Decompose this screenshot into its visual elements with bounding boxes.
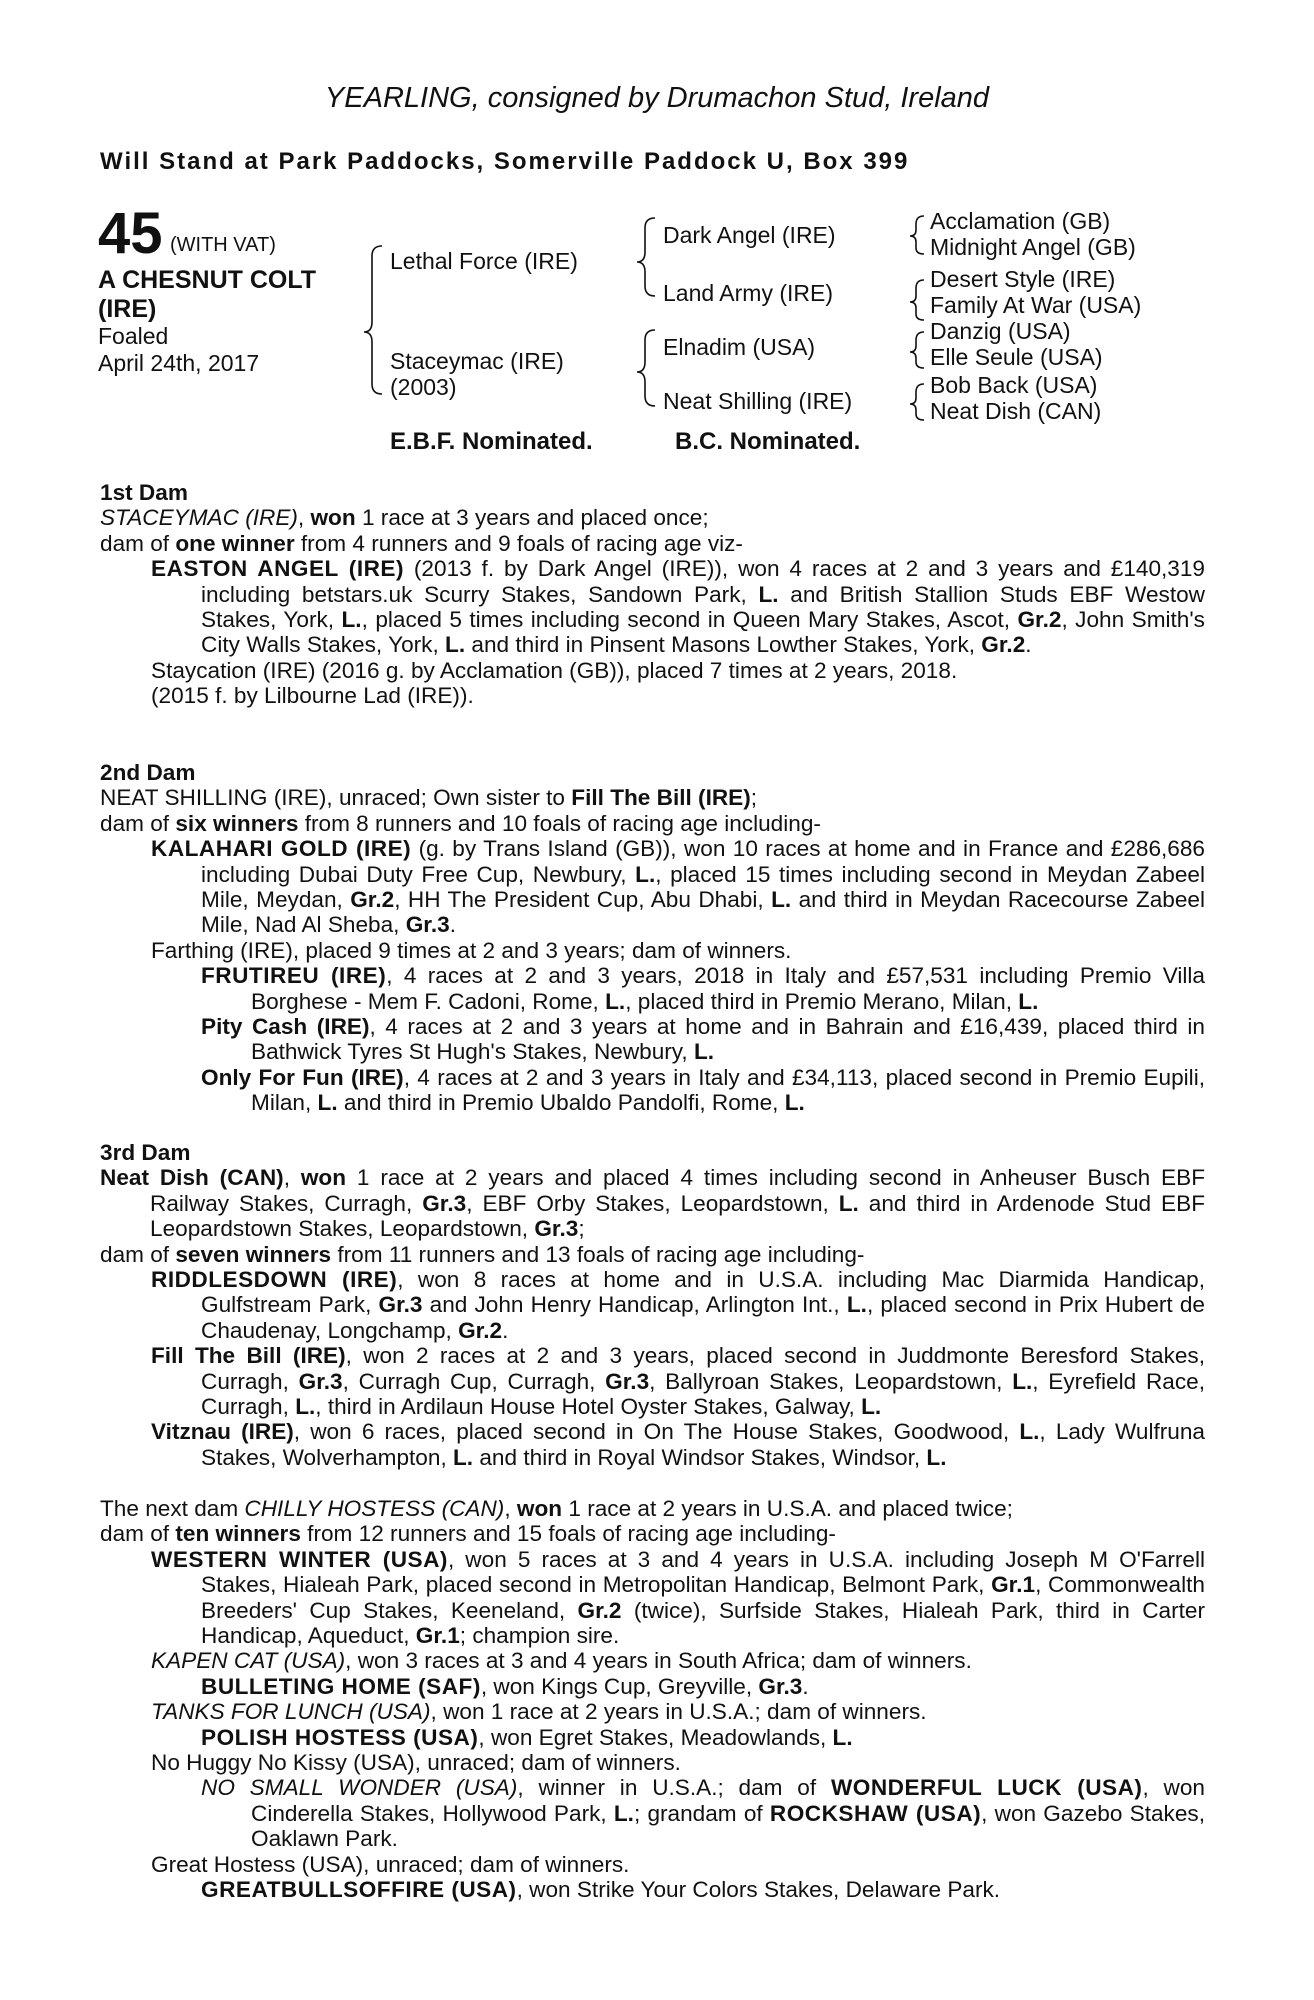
grandsire-2: Land Army (IRE) <box>663 280 833 306</box>
grandsire-1: Dark Angel (IRE) <box>663 222 836 248</box>
dam: Staceymac (IRE) <box>390 348 564 374</box>
third-dam-section <box>100 1140 1205 1470</box>
third-dam-heading: 3rd Dam <box>100 1140 191 1165</box>
produce-easton-angel: EASTON ANGEL (IRE) (2013 f. by Dark Angel (IRE)), won 4 races at 2 and 3 years and £140,319 including betstars.uk Scurry Stakes, Sandown Park, L. and British Stallion Studs EBF Westow Stakes, York, L., placed 5 times including second in Queen Mary Stakes, Ascot, Gr.2, John Smith's City Walls Stakes, York, L. and third in Pinsent Masons Lowther Stakes, York, Gr.2. <box>151 556 1205 658</box>
pedigree-braces <box>0 0 1314 460</box>
first-dam-produce-line: dam of one winner from 4 runners and 9 foals of racing age viz- <box>100 530 743 556</box>
produce-kapen-cat: KAPEN CAT (USA), won 3 races at 3 and 4 years in South Africa; dam of winners. <box>151 1648 972 1674</box>
first-dam-heading: 1st Dam <box>100 480 188 505</box>
sire: Lethal Force (IRE) <box>390 248 578 274</box>
first-dam-line: STACEYMAC (IRE), won 1 race at 3 years and placed once; <box>100 505 709 531</box>
great-grandsire-4: Family At War (USA) <box>930 292 1142 318</box>
produce-only-for-fun: Only For Fun (IRE), 4 races at 2 and 3 years in Italy and £34,113, placed second in Premio Eupili, Milan, L. and third in Premio Ubaldo Pandolfi, Rome, L. <box>201 1064 1205 1116</box>
second-dam-produce-line: dam of six winners from 8 runners and 10 foals of racing age including- <box>100 810 821 836</box>
produce-farthing: Farthing (IRE), placed 9 times at 2 and 3 years; dam of winners. <box>151 937 792 963</box>
dam-year: (2003) <box>390 374 457 400</box>
produce-greatbullsoffire: GREATBULLSOFFIRE (USA), won Strike Your Colors Stakes, Delaware Park. <box>201 1877 1001 1903</box>
produce-2015-filly: (2015 f. by Lilbourne Lad (IRE)). <box>151 683 474 709</box>
produce-staycation: Staycation (IRE) (2016 g. by Acclamation (GB)), placed 7 times at 2 years, 2018. <box>151 657 958 683</box>
next-dam-line: The next dam CHILLY HOSTESS (CAN), won 1 race at 2 years in U.S.A. and placed twice; <box>100 1496 1013 1521</box>
bc-nominated: B.C. Nominated. <box>675 428 861 455</box>
grandsire-4: Neat Shilling (IRE) <box>663 388 853 414</box>
great-grandsire-3: Desert Style (IRE) <box>930 266 1116 292</box>
produce-no-huggy: No Huggy No Kissy (USA), unraced; dam of winners. <box>151 1750 681 1776</box>
great-grandsire-2: Midnight Angel (GB) <box>930 234 1136 260</box>
horse-description: A CHESNUT COLT (IRE) <box>98 266 317 323</box>
lot-number: 45 <box>98 201 163 266</box>
produce-tanks-for-lunch: TANKS FOR LUNCH (USA), won 1 race at 2 years in U.S.A.; dam of winners. <box>151 1699 927 1725</box>
great-grandsire-1: Acclamation (GB) <box>930 208 1111 234</box>
next-dam-section <box>100 1496 1205 1903</box>
first-dam-section <box>100 480 1205 709</box>
stand-location: Will Stand at Park Paddocks, Somerville Paddock U, Box 399 <box>100 148 910 175</box>
produce-western-winter: WESTERN WINTER (USA), won 5 races at 3 and 4 years in U.S.A. including Joseph M O'Farrell Stakes, Hialeah Park, placed second in Metropolitan Handicap, Belmont Park, Gr.1, Commonwealth Breeders' Cup Stakes, Keeneland, Gr.2 (twice), Surfside Stakes, Hialeah Park, third in Carter Handicap, Aqueduct, Gr.1; champion sire. <box>151 1546 1205 1649</box>
foaled-date: April 24th, 2017 <box>98 350 260 376</box>
ebf-nominated: E.B.F. Nominated. <box>390 428 593 455</box>
produce-no-small-wonder: NO SMALL WONDER (USA), winner in U.S.A.; dam of WONDERFUL LUCK (USA), won Cinderella Stakes, Hollywood Park, L.; grandam of ROCKSHAW (USA), won Gazebo Stakes, Oaklawn Park. <box>201 1775 1205 1852</box>
great-grandsire-6: Elle Seule (USA) <box>930 344 1103 370</box>
second-dam-section <box>100 760 1205 1116</box>
foaled-label: Foaled <box>98 323 169 349</box>
produce-vitznau: Vitznau (IRE), won 6 races, placed second in On The House Stakes, Goodwood, L., Lady Wulfruna Stakes, Wolverhampton, L. and third in Royal Windsor Stakes, Windsor, L. <box>151 1419 1205 1470</box>
third-dam-produce-line: dam of seven winners from 11 runners and 13 foals of racing age including- <box>100 1241 865 1267</box>
great-grandsire-7: Bob Back (USA) <box>930 372 1098 398</box>
second-dam-line: NEAT SHILLING (IRE), unraced; Own sister to Fill The Bill (IRE); <box>100 785 758 811</box>
vat-note: (WITH VAT) <box>170 234 276 256</box>
produce-fill-the-bill: Fill The Bill (IRE), won 2 races at 2 and 3 years, placed second in Juddmonte Beresford Stakes, Curragh, Gr.3, Curragh Cup, Curragh, Gr.3, Ballyroan Stakes, Leopardstown, L., Eyrefield Race, Curragh, L., third in Ardilaun House Hotel Oyster Stakes, Galway, L. <box>151 1343 1206 1420</box>
great-grandsire-5: Danzig (USA) <box>930 318 1071 344</box>
grandsire-3: Elnadim (USA) <box>663 334 816 360</box>
second-dam-heading: 2nd Dam <box>100 760 196 785</box>
great-grandsire-8: Neat Dish (CAN) <box>930 398 1102 424</box>
produce-polish-hostess: POLISH HOSTESS (USA), won Egret Stakes, Meadowlands, L. <box>201 1724 853 1750</box>
produce-frutireu: FRUTIREU (IRE), 4 races at 2 and 3 years, 2018 in Italy and £57,531 including Premio Villa Borghese - Mem F. Cadoni, Rome, L., placed third in Premio Merano, Milan, L. <box>201 963 1205 1014</box>
produce-kalahari-gold: KALAHARI GOLD (IRE) (g. by Trans Island (GB)), won 10 races at home and in France and £286,686 including Dubai Duty Free Cup, Newbury, L., placed 15 times including second in Meydan Zabeel Mile, Meydan, Gr.2, HH The President Cup, Abu Dhabi, L. and third in Meydan Racecourse Zabeel Mile, Nad Al Sheba, Gr.3. <box>151 836 1205 938</box>
produce-great-hostess: Great Hostess (USA), unraced; dam of winners. <box>151 1851 630 1877</box>
produce-riddlesdown: RIDDLESDOWN (IRE), won 8 races at home and in U.S.A. including Mac Diarmida Handicap, Gulfstream Park, Gr.3 and John Henry Handicap, Arlington Int., L., placed second in Prix Hubert de Chaudenay, Longchamp, Gr.2. <box>151 1267 1205 1343</box>
produce-bulleting-home: BULLETING HOME (SAF), won Kings Cup, Greyville, Gr.3. <box>201 1673 809 1699</box>
produce-pity-cash: Pity Cash (IRE), 4 races at 2 and 3 years at home and in Bahrain and £16,439, placed third in Bathwick Tyres St Hugh's Stakes, Newbury, L. <box>201 1014 1205 1065</box>
third-dam-line: Neat Dish (CAN), won 1 race at 2 years and placed 4 times including second in Anheuser Busch EBF Railway Stakes, Curragh, Gr.3, EBF Orby Stakes, Leopardstown, L. and third in Ardenode Stud EBF Leopardstown Stakes, Leopardstown, Gr.3; <box>100 1165 1205 1242</box>
next-dam-produce-line: dam of ten winners from 12 runners and 15 foals of racing age including- <box>100 1521 836 1547</box>
page-title: YEARLING, consigned by Drumachon Stud, Ireland <box>324 82 990 114</box>
